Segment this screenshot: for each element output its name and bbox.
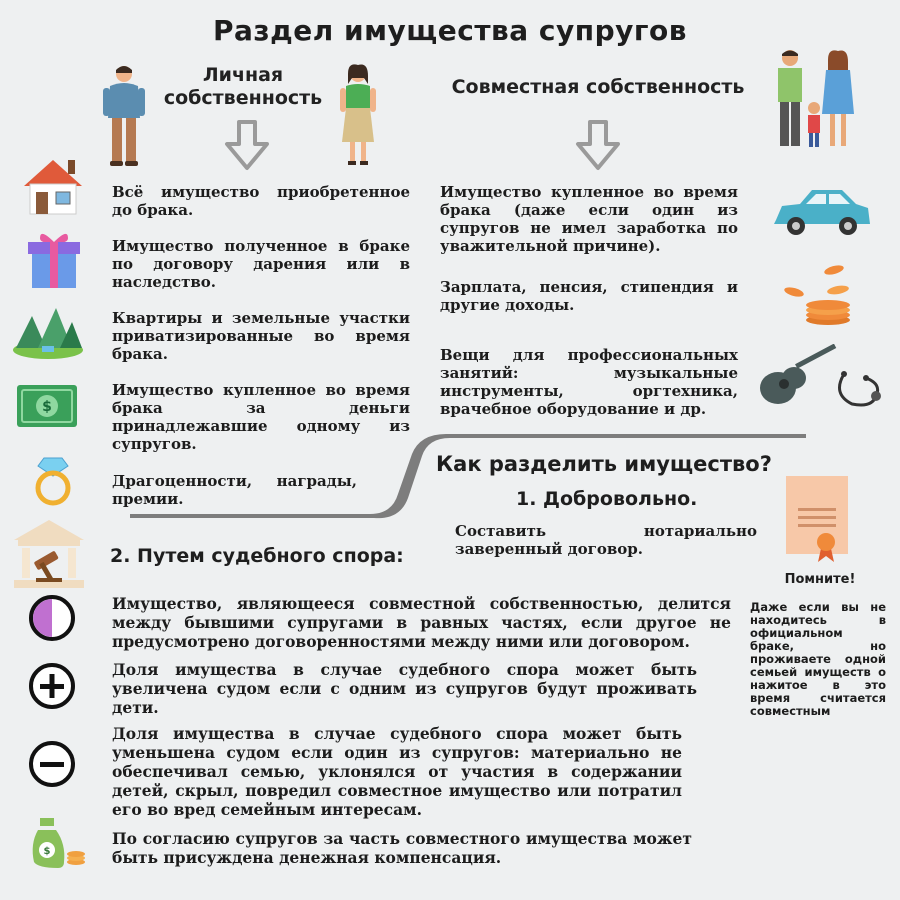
family-icon bbox=[768, 48, 864, 152]
personal-item-4: Имущество купленное во время брака за деньги принадлежавшие одному из супругов. bbox=[112, 381, 410, 453]
joint-item-3: Вещи для профессиональных занятий: музыкальные инструменты, оргтехника, врачебное оборудование и др. bbox=[440, 346, 738, 418]
personal-heading: Личная собственность bbox=[163, 64, 323, 109]
court-item-1: Имущество, являющееся совместной собственностью, делится между бывшими супругами в равных частях, если другое не предусмотрено договоренностями между ними или договором. bbox=[112, 594, 731, 651]
reminder-text: Даже если вы не находитесь в официальном браке, но проживаете одной семьей имуществ о нажитое в это время считается совместным bbox=[750, 600, 886, 718]
plus-icon bbox=[28, 662, 76, 710]
land-icon bbox=[12, 302, 84, 360]
gift-icon bbox=[26, 228, 82, 290]
court-title: 2. Путем судебного спора: bbox=[110, 545, 404, 567]
court-item-3: Доля имущества в случае судебного спора может быть уменьшена судом если один из супругов: материально не обеспечивал семью, уклонялся от участия в содержании детей, скрыл, повредил совместное имущество или потратил его во вред семейным интересам. bbox=[112, 724, 682, 819]
court-item-2: Доля имущества в случае судебного спора может быть увеличена судом если с одним из супругов будут проживать дети. bbox=[112, 660, 697, 717]
court-item-4: По согласию супругов за часть совместного имущества может быть присуждена денежная компенсация. bbox=[112, 829, 692, 867]
arrow-down-icon bbox=[574, 120, 622, 172]
man-figure bbox=[100, 64, 148, 168]
house-icon bbox=[22, 156, 84, 216]
arrow-down-icon bbox=[223, 120, 271, 172]
coins-icon bbox=[780, 262, 864, 326]
ring-icon bbox=[30, 454, 76, 506]
money-icon bbox=[16, 384, 78, 428]
howto-heading: Как разделить имущество? bbox=[436, 452, 772, 476]
joint-heading: Совместная собственность bbox=[451, 76, 745, 98]
minus-icon bbox=[28, 740, 76, 788]
svg-text:$: $ bbox=[43, 846, 51, 857]
guitar-icon bbox=[756, 344, 886, 410]
court-icon bbox=[10, 516, 88, 592]
certificate-icon bbox=[782, 472, 852, 564]
reminder-title: Помните! bbox=[784, 572, 856, 587]
moneybag-icon bbox=[30, 816, 86, 870]
pie-icon bbox=[28, 594, 76, 642]
woman-figure bbox=[336, 64, 380, 166]
personal-item-1: Всё имущество приобретенное до брака. bbox=[112, 183, 410, 219]
personal-item-5: Драгоценности, награды, премии. bbox=[112, 472, 357, 508]
svg-text:$: $ bbox=[42, 399, 52, 415]
personal-item-3: Квартиры и земельные участки приватизированные во время брака. bbox=[112, 309, 410, 363]
personal-item-2: Имущество полученное в браке по договору дарения или в наследство. bbox=[112, 237, 410, 291]
voluntary-text: Составить нотариально заверенный договор. bbox=[455, 522, 757, 558]
voluntary-title: 1. Добровольно. bbox=[516, 488, 698, 510]
joint-item-1: Имущество купленное во время брака (даже если один из супругов не имел заработка по уважительной причине). bbox=[440, 183, 738, 255]
page-title: Раздел имущества супругов bbox=[212, 14, 687, 47]
car-icon bbox=[770, 186, 872, 240]
joint-item-2: Зарплата, пенсия, стипендия и другие доходы. bbox=[440, 278, 738, 314]
